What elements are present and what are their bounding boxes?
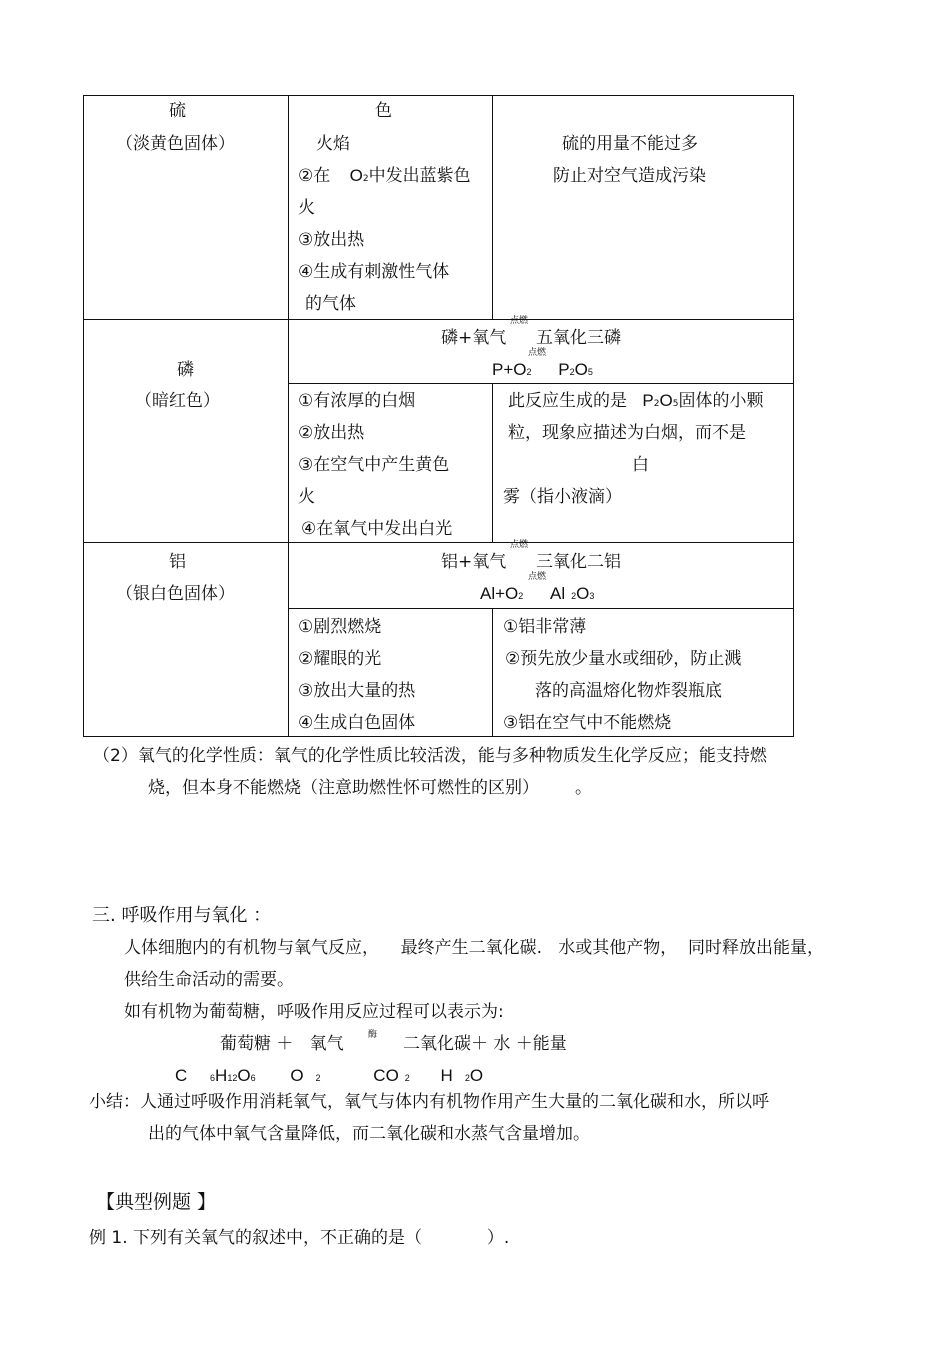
phosphorus-word-eq-left: 磷+氧气 bbox=[441, 328, 507, 348]
aluminum-formula: Al+O2 Al 2O3 bbox=[480, 584, 595, 603]
sulfur-desc: （淡黄色固体） bbox=[116, 134, 235, 154]
aluminum-note-2: 落的高温熔化物炸裂瓶底 bbox=[535, 681, 722, 701]
table-col-divider-2a bbox=[492, 95, 493, 319]
aluminum-word-eq-right: 三氧化二铝 bbox=[536, 552, 621, 572]
sulfur-phenomenon-1: 火焰 bbox=[316, 134, 350, 154]
sulfur-name: 硫 bbox=[169, 101, 186, 121]
table-col-divider-1 bbox=[288, 95, 289, 736]
sulfur-phenomenon-3: 火 bbox=[298, 198, 315, 218]
aluminum-phenomenon-0: ①剧烈燃烧 bbox=[298, 617, 382, 637]
phosphorus-phenomenon-1: ②放出热 bbox=[298, 423, 365, 443]
respiration-word-eq-left: 葡萄糖 ＋ 氧气 bbox=[220, 1034, 344, 1054]
table-subrow-divider-2 bbox=[288, 608, 794, 609]
aluminum-phenomenon-2: ③放出大量的热 bbox=[298, 681, 416, 701]
sulfur-note-1: 防止对空气造成污染 bbox=[553, 166, 706, 186]
sulfur-phenomenon-4: ③放出热 bbox=[298, 230, 365, 250]
section3-p3: 如有机物为葡萄糖，呼吸作用反应过程可以表示为: bbox=[124, 1002, 504, 1022]
phosphorus-cond-bottom: 点燃 bbox=[528, 348, 547, 358]
phosphorus-name: 磷 bbox=[177, 360, 194, 380]
table-row-divider-1 bbox=[83, 319, 794, 320]
table-col-divider-2c bbox=[492, 608, 493, 736]
respiration-word-eq-right: 二氧化碳＋ 水 ＋能量 bbox=[403, 1034, 567, 1054]
section3-p1: 人体细胞内的有机物与氧气反应， 最终产生二氧化碳. 水或其他产物， 同时释放出能量， bbox=[124, 938, 825, 958]
para2-line1: （2）氧气的化学性质：氧气的化学性质比较活泼，能与多种物质发生化学反应；能支持燃 bbox=[93, 746, 767, 766]
section3-summary2: 出的气体中氧气含量降低，而二氧化碳和水蒸气含量增加。 bbox=[148, 1124, 590, 1144]
phosphorus-phenomenon-2: ③在空气中产生黄色 bbox=[298, 455, 450, 475]
phosphorus-note-1: 粒，现象应描述为白烟，而不是 bbox=[508, 423, 746, 443]
sulfur-phenomenon-0: 色 bbox=[375, 101, 392, 121]
aluminum-desc: （银白色固体） bbox=[116, 584, 235, 604]
phosphorus-cond-top: 点燃 bbox=[510, 316, 529, 326]
phosphorus-phenomenon-0: ①有浓厚的白烟 bbox=[298, 391, 416, 411]
sulfur-note-0: 硫的用量不能过多 bbox=[562, 134, 698, 154]
sulfur-phenomenon-2: ②在 O2中发出蓝紫色 bbox=[298, 166, 471, 186]
aluminum-note-1: ②预先放少量水或细砂，防止溅 bbox=[505, 649, 742, 669]
phosphorus-desc: （暗红色） bbox=[135, 391, 220, 411]
table-border-top bbox=[83, 95, 794, 96]
section3-title: 三. 呼吸作用与氧化 ： bbox=[92, 905, 272, 926]
sulfur-phenomenon-5: ④生成有刺激性气体 bbox=[298, 262, 450, 282]
aluminum-cond-bottom: 点燃 bbox=[528, 572, 547, 582]
para2-line2: 烧，但本身不能燃烧（注意助燃性怀可燃性的区别） bbox=[148, 778, 539, 798]
phosphorus-note-0: 此反应生成的是 P2O5固体的小颗 bbox=[508, 391, 764, 411]
respiration-eq-cond: 酶 bbox=[368, 1030, 378, 1040]
table-row-divider-2 bbox=[83, 542, 794, 543]
phosphorus-phenomenon-3: 火 bbox=[298, 487, 315, 507]
phosphorus-note-2: 白 bbox=[632, 455, 649, 475]
respiration-formula: C 6H12O6 O 2 CO 2 H 2O bbox=[175, 1066, 484, 1085]
sulfur-phenomenon-6: 的气体 bbox=[305, 294, 356, 314]
aluminum-cond-top: 点燃 bbox=[510, 540, 529, 550]
phosphorus-formula: P+O2 P2O5 bbox=[492, 360, 593, 379]
phosphorus-note-3: 雾（指小液滴） bbox=[503, 487, 622, 507]
table-border-bottom bbox=[83, 736, 794, 737]
table-border-right bbox=[793, 95, 794, 736]
aluminum-note-3: ③铝在空气中不能燃烧 bbox=[503, 713, 672, 733]
section3-summary1: 小结：人通过呼吸作用消耗氧气，氧气与体内有机物作用产生大量的二氧化碳和水，所以呼 bbox=[89, 1092, 769, 1112]
table-col-divider-2b bbox=[492, 383, 493, 542]
table-border-left bbox=[83, 95, 84, 736]
section3-p2: 供给生命活动的需要。 bbox=[124, 970, 294, 990]
examples-title: 【典型例题 】 bbox=[96, 1191, 217, 1213]
aluminum-name: 铝 bbox=[169, 552, 186, 572]
para2-line2-end: 。 bbox=[575, 778, 592, 798]
phosphorus-word-eq-right: 五氧化三磷 bbox=[536, 328, 621, 348]
aluminum-phenomenon-1: ②耀眼的光 bbox=[298, 649, 382, 669]
phosphorus-phenomenon-4: ④在氧气中发出白光 bbox=[301, 519, 453, 539]
example-1-question: 例 1. 下列有关氧气的叙述中，不正确的是（ ）. bbox=[89, 1228, 510, 1248]
aluminum-phenomenon-3: ④生成白色固体 bbox=[298, 713, 416, 733]
aluminum-word-eq-left: 铝+氧气 bbox=[441, 552, 507, 572]
table-subrow-divider-1 bbox=[288, 383, 794, 384]
aluminum-note-0: ①铝非常薄 bbox=[503, 617, 587, 637]
